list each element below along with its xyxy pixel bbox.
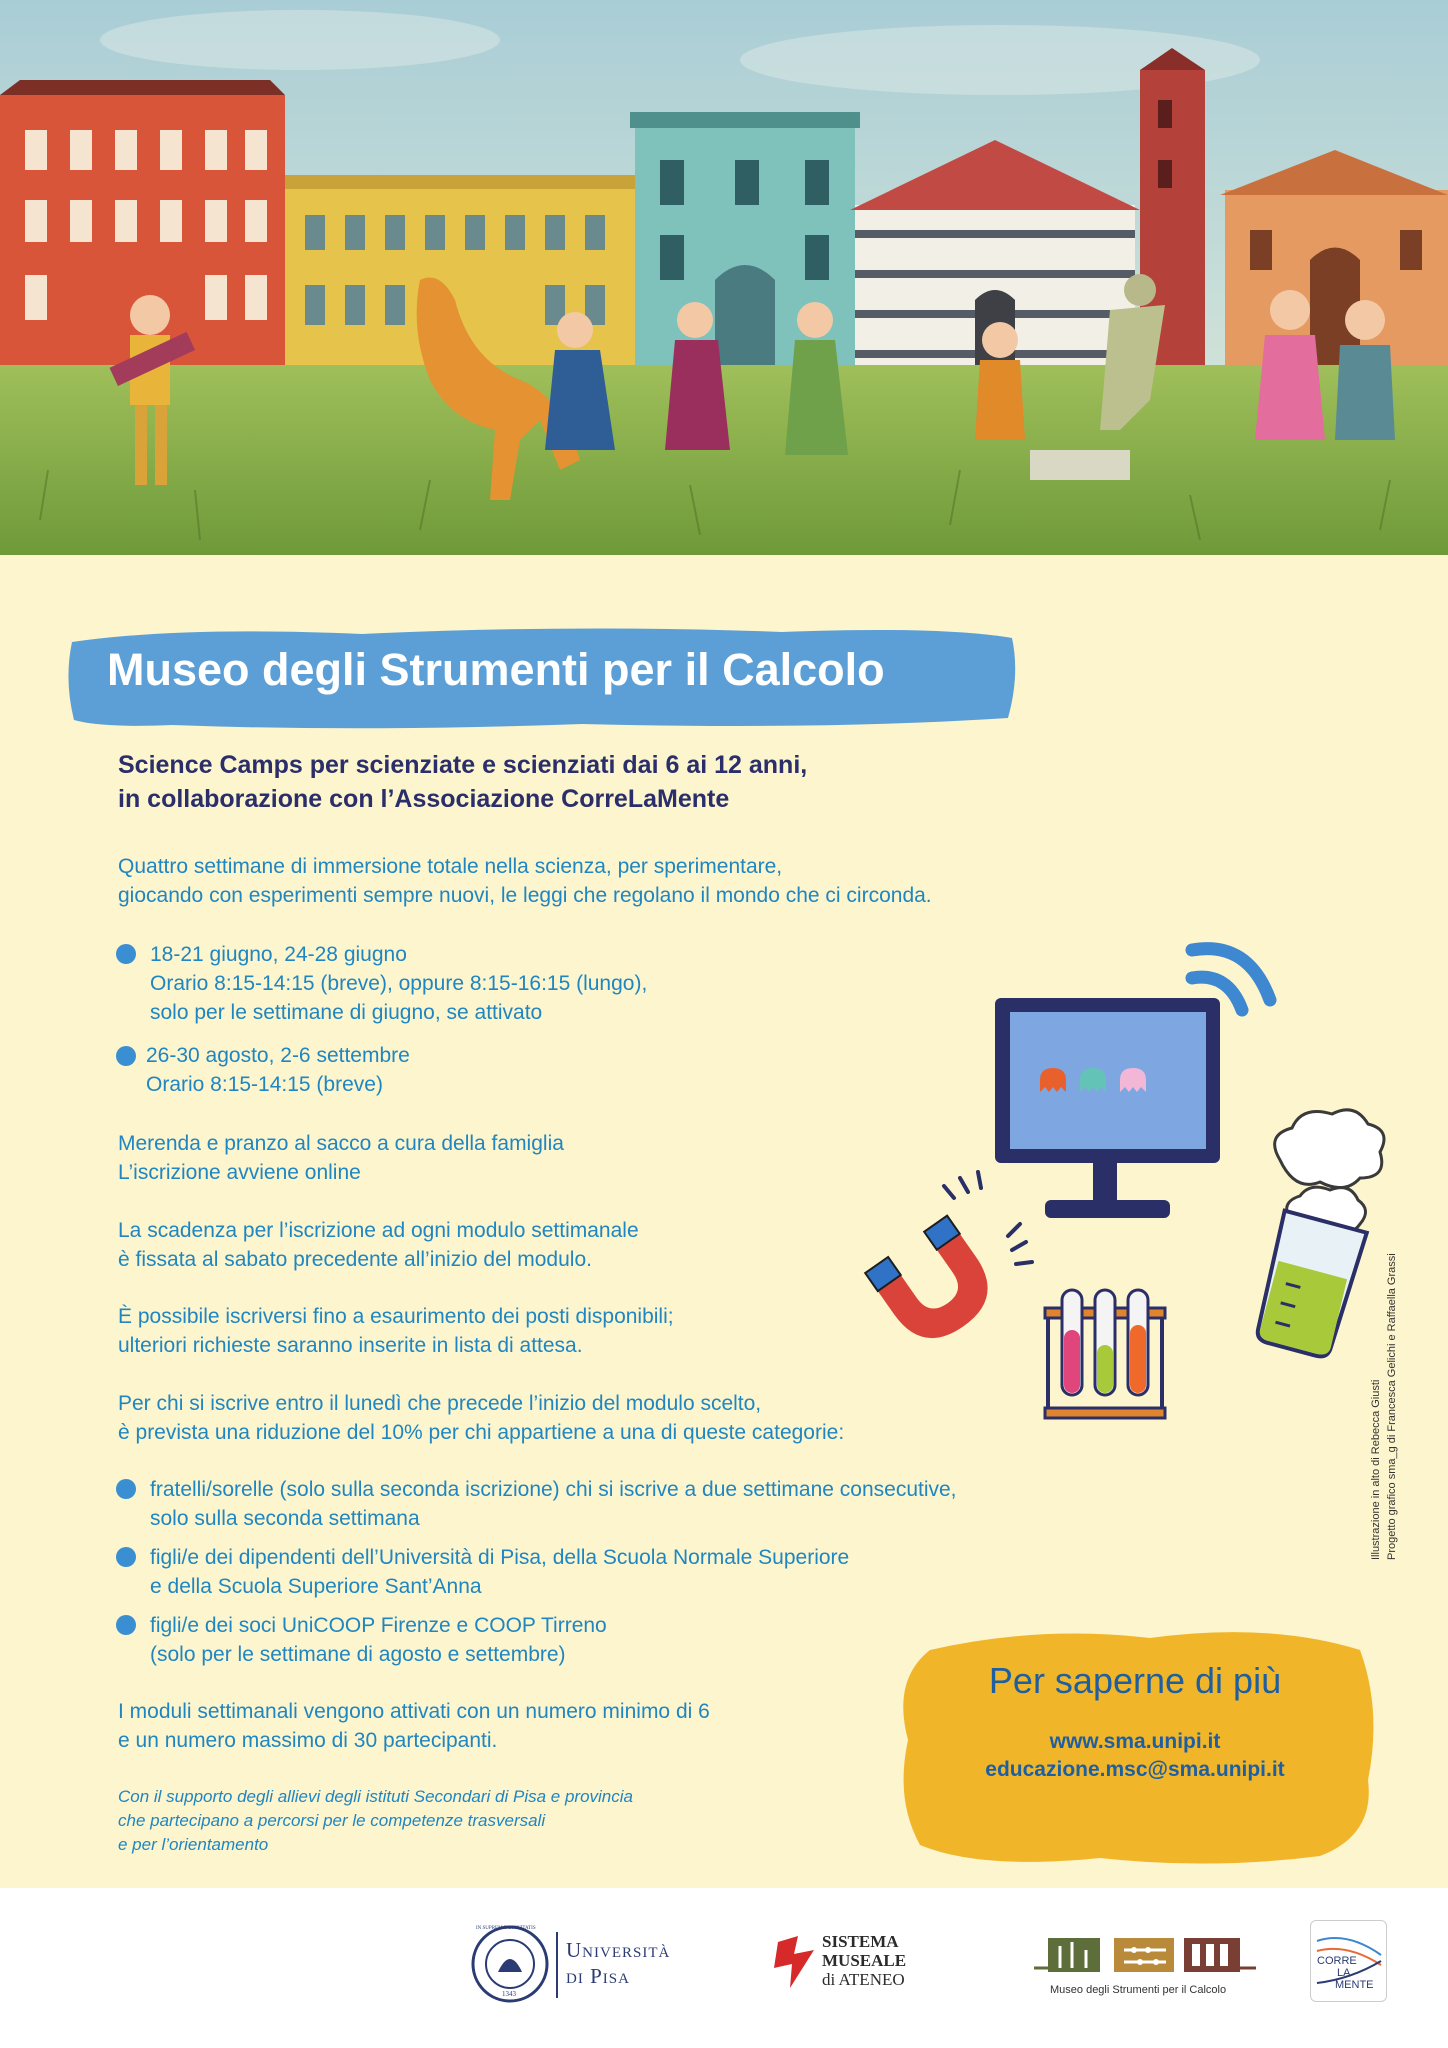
waitlist-paragraph	[118, 1302, 674, 1360]
website-link[interactable]: www.sma.unipi.it	[1049, 1730, 1221, 1753]
support-line: Con il supporto degli allievi degli istituti Secondari di Pisa e provincia	[118, 1787, 633, 1806]
sma-flame-icon	[770, 1932, 820, 1992]
bullet-dot	[116, 1547, 136, 1567]
magnet-icon	[865, 1216, 1004, 1355]
category-line: solo sulla seconda settimana	[150, 1507, 420, 1530]
email-link[interactable]: educazione.msc@sma.unipi.it	[985, 1758, 1285, 1781]
subtitle-line-2: in collaborazione con l’Associazione CorreLaMente	[118, 785, 730, 813]
contact-box	[890, 1620, 1380, 1870]
sma-line-3: di ATENEO	[822, 1970, 905, 1989]
subtitle	[118, 748, 807, 816]
correlamente-1: CORRE	[1317, 1955, 1357, 1967]
support-line: che partecipano a percorsi per le competenze trasversali	[118, 1811, 546, 1830]
category-item-siblings	[150, 1475, 957, 1533]
correlamente-logo	[1310, 1920, 1387, 2002]
footer-logos	[0, 1888, 1448, 2048]
museo-caption: Museo degli Strumenti per il Calcolo	[1050, 1984, 1227, 1996]
unipi-seal-year: 1343	[502, 1990, 516, 1998]
waitlist-line: È possibile iscriversi fino a esaurimento dei posti disponibili;	[118, 1305, 674, 1328]
bullet-dot	[116, 1479, 136, 1499]
meals-paragraph	[118, 1129, 564, 1187]
bullet-dot	[116, 1046, 136, 1066]
discount-paragraph	[118, 1389, 844, 1447]
science-illustration	[840, 920, 1400, 1420]
meals-line: Merenda e pranzo al sacco a cura della famiglia	[118, 1132, 564, 1155]
page-title: Museo degli Strumenti per il Calcolo	[107, 644, 885, 695]
orange-church	[1220, 150, 1448, 385]
unipi-name-2: di Pisa	[566, 1964, 630, 1988]
participants-paragraph	[118, 1697, 710, 1755]
schedule-dates: 18-21 giugno, 24-28 giugno	[150, 943, 407, 966]
credits	[1370, 1253, 1410, 1580]
title-banner	[62, 620, 1022, 735]
discount-line: Per chi si iscrive entro il lunedì che precede l’inizio del modulo scelto,	[118, 1392, 762, 1415]
category-line: fratelli/sorelle (solo sulla seconda iscrizione) chi si iscrive a due settimane consecutive,	[150, 1478, 957, 1501]
participants-line: e un numero massimo di 30 partecipanti.	[118, 1729, 498, 1752]
deadline-line: La scadenza per l’iscrizione ad ogni modulo settimanale	[118, 1219, 639, 1242]
beaker-icon	[1250, 1211, 1366, 1361]
unipi-logo	[470, 1924, 710, 2014]
support-line: e per l’orientamento	[118, 1835, 269, 1854]
unipi-name-1: Università	[566, 1938, 671, 1962]
participants-line: I moduli settimanali vengono attivati con un numero minimo di 6	[118, 1700, 710, 1723]
monitor-icon	[995, 998, 1220, 1218]
schedule-item-june	[150, 940, 647, 1027]
bullet-dot	[116, 944, 136, 964]
discount-line: è prevista una riduzione del 10% per chi appartiene a una di queste categorie:	[118, 1421, 845, 1444]
schedule-dates: 26-30 agosto, 2-6 settembre	[146, 1044, 410, 1067]
category-line: figli/e dei soci UniCOOP Firenze e COOP Tirreno	[150, 1614, 607, 1637]
category-line: e della Scuola Superiore Sant’Anna	[150, 1575, 482, 1598]
sma-line-2: MUSEALE	[822, 1951, 907, 1970]
test-tubes-icon	[1045, 1290, 1165, 1418]
museo-logo	[1030, 1928, 1260, 2008]
category-line: figli/e dei dipendenti dell’Università di Pisa, della Scuola Normale Superiore	[150, 1546, 850, 1569]
schedule-detail: solo per le settimane di giugno, se attivato	[150, 1001, 543, 1024]
deadline-line: è fissata al sabato precedente all’inizio del modulo.	[118, 1248, 592, 1271]
contact-title: Per saperne di più	[988, 1660, 1282, 1701]
correlamente-2: LA	[1337, 1967, 1351, 1979]
registration-line: L’iscrizione avviene online	[118, 1161, 361, 1184]
intro-line-2: giocando con esperimenti sempre nuovi, le leggi che regolano il mondo che ci circonda.	[118, 884, 932, 907]
waitlist-line: ulteriori richieste saranno inserite in lista di attesa.	[118, 1334, 583, 1357]
category-line: (solo per le settimane di agosto e settembre)	[150, 1643, 566, 1666]
sma-line-1: SISTEMA	[822, 1932, 899, 1951]
museo-instruments-icon	[1030, 1928, 1260, 1978]
hero-illustration	[0, 0, 1448, 555]
intro-line-1: Quattro settimane di immersione totale nella scienza, per sperimentare,	[118, 855, 783, 878]
schedule-item-august	[146, 1041, 410, 1099]
subtitle-line-1: Science Camps per scienziate e scienziati dai 6 ai 12 anni,	[118, 751, 808, 779]
correlamente-3: MENTE	[1335, 1979, 1374, 1991]
sma-logo	[770, 1928, 950, 2008]
unipi-seal-motto: IN SUPREMÆ DIGNITATIS	[476, 1926, 536, 1931]
schedule-detail: Orario 8:15-14:15 (breve)	[146, 1073, 383, 1096]
category-item-employees	[150, 1543, 849, 1601]
category-item-coop	[150, 1611, 607, 1669]
credit-illustration: Illustrazione in alto di Rebecca Giusti	[1370, 1379, 1382, 1560]
credit-design: Progetto grafico sma_g di Francesca Gelichi e Raffaella Grassi	[1386, 1253, 1398, 1560]
support-note	[118, 1785, 633, 1857]
bullet-dot	[116, 1615, 136, 1635]
schedule-detail: Orario 8:15-14:15 (breve), oppure 8:15-16:15 (lungo),	[150, 972, 648, 995]
intro-paragraph	[118, 852, 932, 910]
deadline-paragraph	[118, 1216, 639, 1274]
